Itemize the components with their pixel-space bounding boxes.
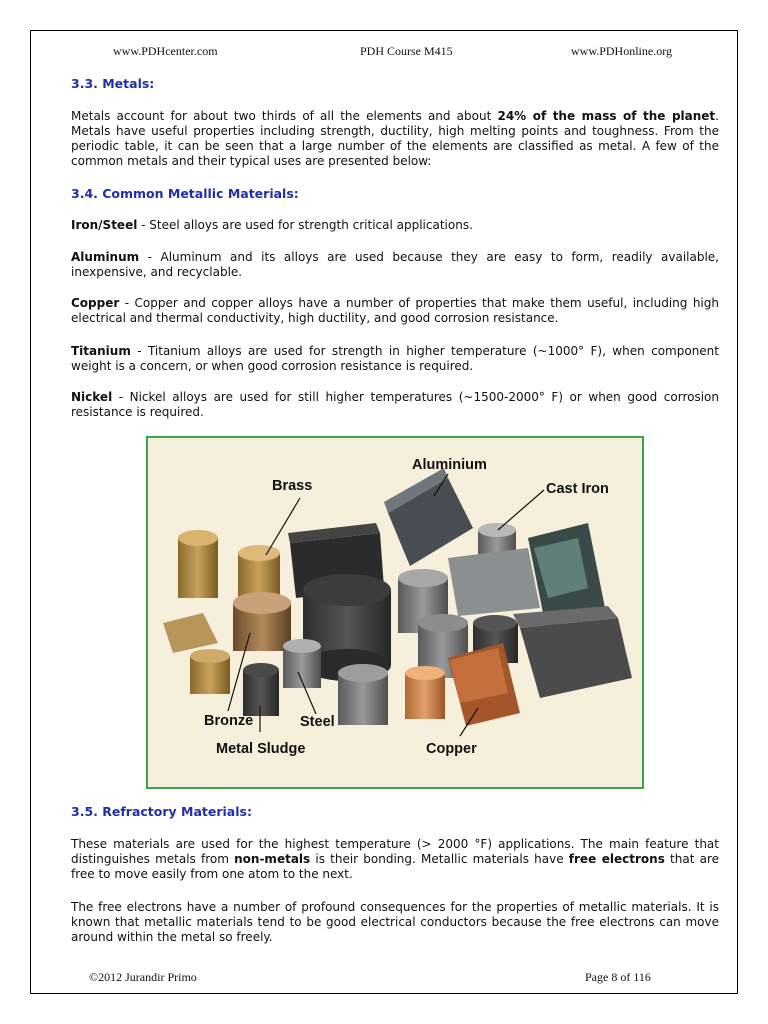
metals-figure [146,436,644,789]
header-center: PDH Course M415 [360,44,453,58]
term: Aluminum [71,250,140,264]
bold-run: non-metals [234,852,311,866]
text-run: is their bonding. Metallic materials have [310,852,569,866]
text-run: that are free to move easily from one atom to the next. [71,852,720,881]
label-brass: Brass [272,478,313,494]
item-aluminum [71,250,719,280]
paragraph-metals [71,109,719,169]
footer-left: ©2012 Jurandir Primo [89,970,197,984]
item-nickel [71,390,719,420]
term: Nickel [71,390,113,404]
metals-photo [148,438,642,787]
paragraph-refractory-1 [71,837,719,882]
footer-right: Page 8 of 116 [585,970,651,984]
label-steel: Steel [300,714,335,730]
bold-run: free electrons [568,852,665,866]
item-titanium [71,344,719,374]
description: - Copper and copper alloys have a number of properties that make them useful, including high electrical and thermal conductivity, high ductility, and good corrosion resistance. [71,296,719,325]
label-bronze: Bronze [204,713,254,729]
label-aluminium: Aluminium [412,457,487,473]
term: Iron/Steel [71,218,138,232]
text-run: . Metals have useful properties including strength, ductility, high melting points and toughness. From the periodic table, it can be seen that a large number of the elements are classified as metal. A few of the common metals and their typical uses are presented below: [71,109,719,168]
term: Copper [71,296,120,310]
label-copper: Copper [426,741,477,757]
section-heading-common-metallic: 3.4. Common Metallic Materials: [71,186,299,201]
header-right: www.PDHonline.org [571,44,672,58]
description: - Titanium alloys are used for strength in higher temperature (~1000° F), when component weight is a concern, or when good corrosion resistance is required. [71,344,719,373]
item-iron-steel [71,218,719,233]
section-heading-metals: 3.3. Metals: [71,76,155,91]
description: - Aluminum and its alloys are used because they are easy to form, readily available, inexpensive, and recyclable. [71,250,719,279]
text-run: Metals account for about two thirds of all the elements and about [71,109,498,123]
section-heading-refractory: 3.5. Refractory Materials: [71,804,252,819]
description: - Nickel alloys are used for still higher temperatures (~1500-2000° F) or when good corrosion resistance is required. [71,390,719,419]
bold-run: 24% of the mass of the planet [497,109,716,123]
paragraph-refractory-2: The free electrons have a number of profound consequences for the properties of metallic materials. It is known that metallic materials tend to be good electrical conductors because the free electrons can move around within the metal so freely. [71,900,719,944]
text-run: These materials are used for the highest temperature (> 2000 °F) applications. The main feature that distinguishes metals from [71,837,719,866]
item-copper [71,296,719,326]
label-cast-iron: Cast Iron [546,481,609,497]
header-left: www.PDHcenter.com [113,44,218,58]
term: Titanium [71,344,131,358]
label-metal-sludge: Metal Sludge [216,741,306,757]
description: - Steel alloys are used for strength critical applications. [137,218,473,232]
